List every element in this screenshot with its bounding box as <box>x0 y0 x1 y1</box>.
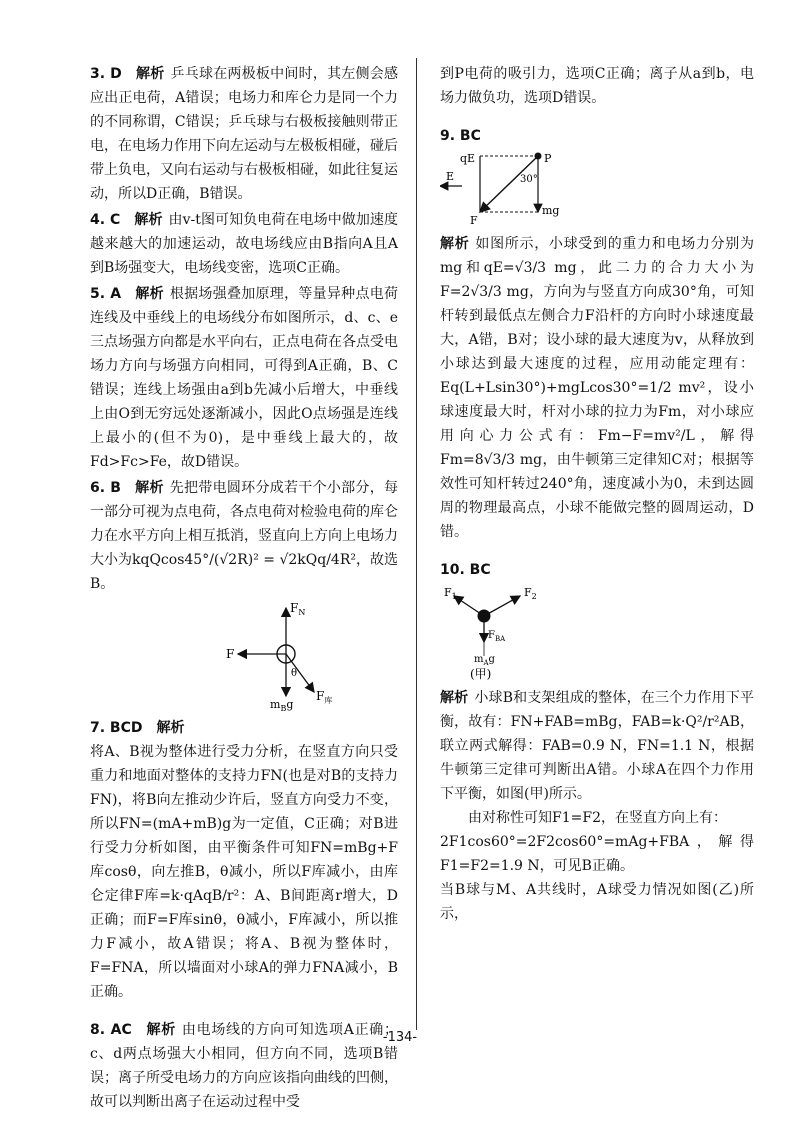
label-f1: $F_1$ <box>444 586 457 601</box>
answer-6 <box>90 476 398 596</box>
analysis-tag: 解析 <box>156 720 185 736</box>
label-theta: θ <box>291 668 298 679</box>
analysis-tag: 解析 <box>145 1022 176 1038</box>
answer-number: 10. BC <box>440 562 491 578</box>
analysis-tag: 解析 <box>440 690 469 706</box>
analysis-tag: 解析 <box>135 66 165 82</box>
force-diagram-q9 <box>440 152 754 228</box>
label-angle: 30° <box>520 174 538 185</box>
answer-text-symmetry: 由对称性可知F1=F2，在竖直方向上有： <box>468 810 727 826</box>
answer-text-equation: 2F1cos60°=2F2cos60°=mAg+FBA，解得F1=F2=1.9 N，可见B正确。 <box>440 834 754 874</box>
label-mag: $m_Ag$ <box>474 654 495 667</box>
answer-number: 8. AC <box>90 1022 132 1038</box>
answer-text-last: 当B球与M、A共线时，A球受力情况如图(乙)所示， <box>440 882 754 922</box>
label-fk: $F_库$ <box>316 689 333 705</box>
column-divider <box>416 58 417 1030</box>
right-column <box>440 62 754 928</box>
label-fn: $F_N$ <box>290 601 306 617</box>
arrow-f1 <box>454 596 484 616</box>
label-qe: qE <box>460 152 476 165</box>
answer-number: 5. A <box>90 286 122 302</box>
label-f: F <box>226 647 235 661</box>
answer-number: 3. D <box>90 66 122 82</box>
answer-9 <box>440 124 754 544</box>
answer-5 <box>90 282 398 474</box>
answer-text: 根据场强叠加原理，等量异种点电荷连线及中垂线上的电场线分布如图所示，d、c、e三点场强方向都是水平向右，正点电荷在各点受电场力方向与场强方向相同，可得到A正确，B、C错误；连线上场强由a到b先减小后增大，中垂线上由O到无穷远处逐渐减小，因此O点场强是连线上最小的(但不为0)，是中垂线上最大的，故Fd>Fc>Fe，故D错误。 <box>90 286 398 470</box>
answer-number: 4. C <box>90 212 121 228</box>
label-e: E <box>446 170 455 183</box>
answer-10 <box>440 558 754 926</box>
label-p: P <box>544 152 552 165</box>
label-mbg: $m_Bg$ <box>270 698 294 712</box>
answer-text: 小球B和支架组成的整体，在三个力作用下平衡，故有：FN+FAB=mBg，FAB=k·Q²/r²AB，联立两式解得：FAB=0.9 N，FN=1.1 N，根据牛顿第三定律可判断出A错。小球A在四个力作用下平衡，如图(甲)所示。 <box>440 690 754 802</box>
answer-text: 乒乓球在两极板中间时，其左侧会感应出正电荷，A错误；电场力和库仑力是同一个力的不同称谓，C错误；乒乓球与右极板接触则带正电，在电场力作用下向左运动与左极板相碰，碰后带上负电，又向右运动与右极板相碰，如此往复运动，所以D正确，B错误。 <box>90 66 399 202</box>
figure-caption: (甲) <box>470 667 492 681</box>
answer-text: 到P电荷的吸引力，选项C正确；离子从a到b，电场力做负功，选项D错误。 <box>440 66 754 106</box>
answer-number: 9. BC <box>440 128 481 144</box>
label-mg: mg <box>542 204 560 217</box>
answer-text: 由v-t图可知负电荷在电场中做加速度越来越大的加速运动，故电场线应由B指向A且A到B场强变大，电场线变密，选项C正确。 <box>90 212 399 276</box>
page-number: -134- <box>382 1030 418 1045</box>
answer-7 <box>90 716 398 1004</box>
label-f: F <box>470 214 478 227</box>
answer-number: 7. BCD <box>90 720 143 736</box>
analysis-tag: 解析 <box>440 236 470 252</box>
answer-text: 如图所示，小球受到的重力和电场力分别为mg和qE=√3/3 mg，此二力的合力大小为F=2√3/3 mg，方向为与竖直方向成30°角，可知杆转到最低点左侧合力F沿杆的方向时小球速度最大，A错，B对；设小球的最大速度为v，从释放到小球达到最大速度的过程，应用动能定理有：Eq(L+Lsin30°)+mgLcos30°=1/2 mv²，设小球速度最大时，杆对小球的拉力为Fm，对小球应用向心力公式有：Fm−F=mv²/L，解得Fm=8√3/3 mg，由牛顿第三定律知C对；根据等效性可知杆转过240°角，速度减小为0，未到达圆周的物理最高点，小球不能做完整的圆周运动，D错。 <box>440 236 755 540</box>
left-column <box>90 62 398 1116</box>
answer-text: 先把带电圆环分成若干个小部分，每一部分可视为点电荷，各点电荷对检验电荷的库仑力在水平方向上相互抵消，竖直向上方向上电场力大小为kqQcos45°/(√2R)² = √2kQq/4R²，故选B。 <box>90 480 399 592</box>
answer-3 <box>90 62 398 206</box>
label-f2: $F_2$ <box>524 586 537 601</box>
answer-8-continued <box>440 62 754 110</box>
arrow-f2 <box>484 596 520 616</box>
answer-4 <box>90 208 398 280</box>
analysis-tag: 解析 <box>134 212 163 228</box>
analysis-tag: 解析 <box>134 480 164 496</box>
analysis-tag: 解析 <box>135 286 164 302</box>
answer-text: 将A、B视为整体进行受力分析，在竖直方向只受重力和地面对整体的支持力FN(也是对B的支持力FN)，将B向左推动少许后，竖直方向受力不变，所以FN=(mA+mB)g为一定值，C正确；对B进行受力分析如图，由平衡条件可知FN=mBg+F库cosθ，向左推B，θ减小，所以F库减小，由库仑定律F库=k·qAqB/r²：A、B间距离r增大，D正确；而F=F库sinθ，θ减小，F库减小，所以推力F减小，故A错误；将A、B视为整体时，F=FNA，所以墙面对小球A的弹力FNA减小，B正确。 <box>90 744 398 1000</box>
label-fba: $F_{BA}$ <box>488 630 506 643</box>
force-diagram-q6 <box>90 600 398 712</box>
ball-p <box>535 153 542 160</box>
answer-number: 6. B <box>90 480 121 496</box>
force-diagram-q10 <box>440 586 754 682</box>
answer-text: 由电场线的方向可知选项A正确；c、d两点场强大小相同，但方向不同，选项B错误；离子所受电场力的方向应该指向曲线的凹侧，故可以判断出离子在运动过程中受 <box>90 1022 398 1110</box>
